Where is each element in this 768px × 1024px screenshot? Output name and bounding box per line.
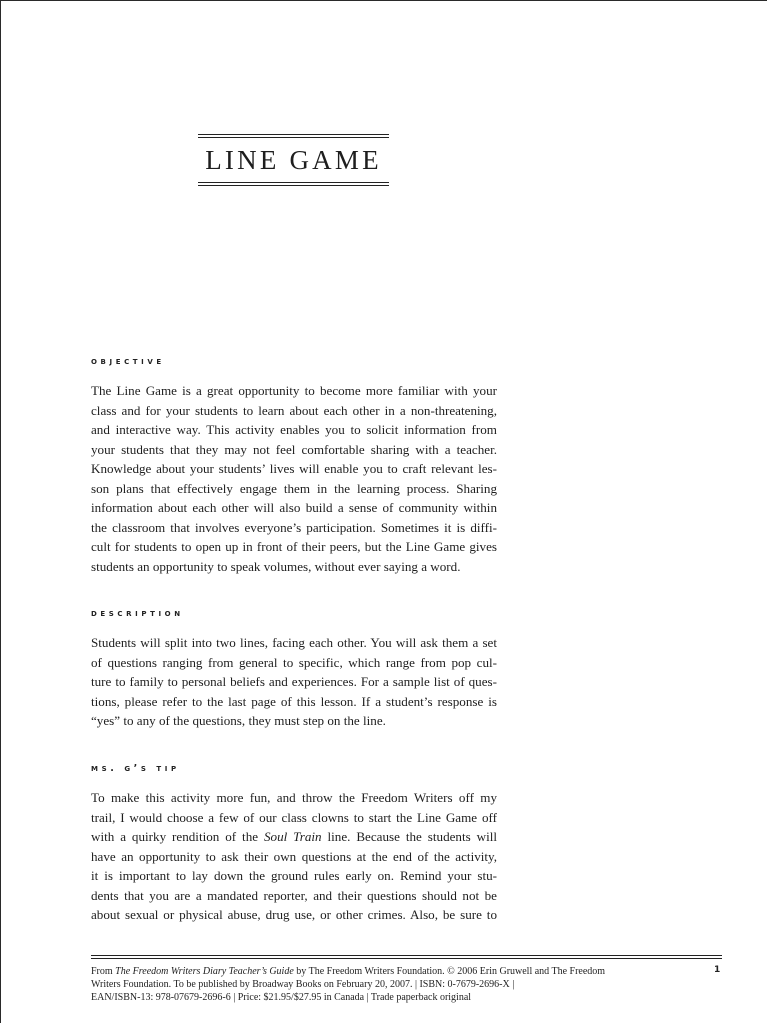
text-line: trail, I would choose a few of our class clowns to start the Line Game off bbox=[91, 809, 497, 825]
text-line: ture to family to personal beliefs and experiences. For a sample list of ques- bbox=[91, 674, 497, 689]
tip-paragraph bbox=[91, 788, 497, 925]
text-line: about sexual or physical abuse, drug use, or other crimes. Also, be sure to bbox=[91, 907, 497, 922]
description-paragraph bbox=[91, 633, 497, 731]
text-line: class and for your students to learn about each other in a non-threatening, bbox=[91, 402, 497, 418]
title-block bbox=[198, 134, 389, 186]
text-line-with-italic: with a quirky rendition of the Soul Train line. Because the students will bbox=[91, 829, 497, 844]
section-heading-tip: ms. g’s tip bbox=[91, 763, 180, 774]
section-heading-objective: objective bbox=[91, 356, 165, 367]
text-line: tions, please refer to the last page of this lesson. If a student’s response is bbox=[91, 693, 497, 709]
text-line: information about each other will also build a sense of community within bbox=[91, 500, 497, 515]
text-line: “yes” to any of the questions, they must step on the line. bbox=[91, 713, 386, 728]
footer-prefix: From bbox=[91, 966, 116, 977]
italic-title: Soul Train bbox=[263, 829, 322, 844]
footer-citation bbox=[91, 965, 651, 1004]
text-line: and interactive way. This activity enables you to solicit information from bbox=[91, 422, 497, 437]
text-line: of questions ranging from general to specific, which range from pop cul- bbox=[91, 654, 497, 670]
footer-suffix: by The Freedom Writers Foundation. © 2006 Erin Gruwell and The Freedom bbox=[293, 966, 606, 977]
text-line: Students will split into two lines, facing each other. You will ask them a set bbox=[91, 635, 497, 650]
text-line: it is important to lay down the ground rules early on. Remind your stu- bbox=[91, 868, 497, 883]
text-line: dents that you are a mandated reporter, and their questions should not be bbox=[91, 887, 497, 903]
text-line: cult for students to open up in front of their peers, but the Line Game gives bbox=[91, 539, 497, 554]
footer-line-2: Writers Foundation. To be published by Broadway Books on February 20, 2007. | ISBN: 0-7679-2696-X | bbox=[91, 979, 515, 990]
text-line: have an opportunity to ask their own questions at the end of the activity, bbox=[91, 848, 497, 864]
text-line: The Line Game is a great opportunity to become more familiar with your bbox=[91, 383, 497, 398]
objective-paragraph bbox=[91, 381, 497, 576]
page-number: 1 bbox=[714, 965, 721, 975]
footer-book-title: The Freedom Writers Diary Teacher’s Guide bbox=[115, 966, 294, 977]
text-line: son plans that effectively engage them in the learning process. Sharing bbox=[91, 480, 497, 496]
page-title: LINE GAME bbox=[205, 145, 382, 175]
footer-line-3: EAN/ISBN-13: 978-07679-2696-6 | Price: $21.95/$27.95 in Canada | Trade paperback original bbox=[91, 992, 472, 1003]
text-line: the classroom that involves everyone’s participation. Sometimes it is diffi- bbox=[91, 519, 497, 535]
text-line: your students that they may not feel comfortable sharing with a teacher. bbox=[91, 441, 497, 457]
title-rule-bottom bbox=[198, 182, 389, 186]
text-line: Knowledge about your students’ lives will enable you to craft relevant les- bbox=[91, 461, 497, 476]
section-heading-description: description bbox=[91, 608, 184, 619]
text-line: students an opportunity to speak volumes, without ever saying a word. bbox=[91, 558, 461, 574]
footer-line-1 bbox=[91, 965, 651, 978]
text-line: To make this activity more fun, and throw the Freedom Writers off my bbox=[91, 790, 497, 805]
footer-rule bbox=[91, 955, 722, 959]
